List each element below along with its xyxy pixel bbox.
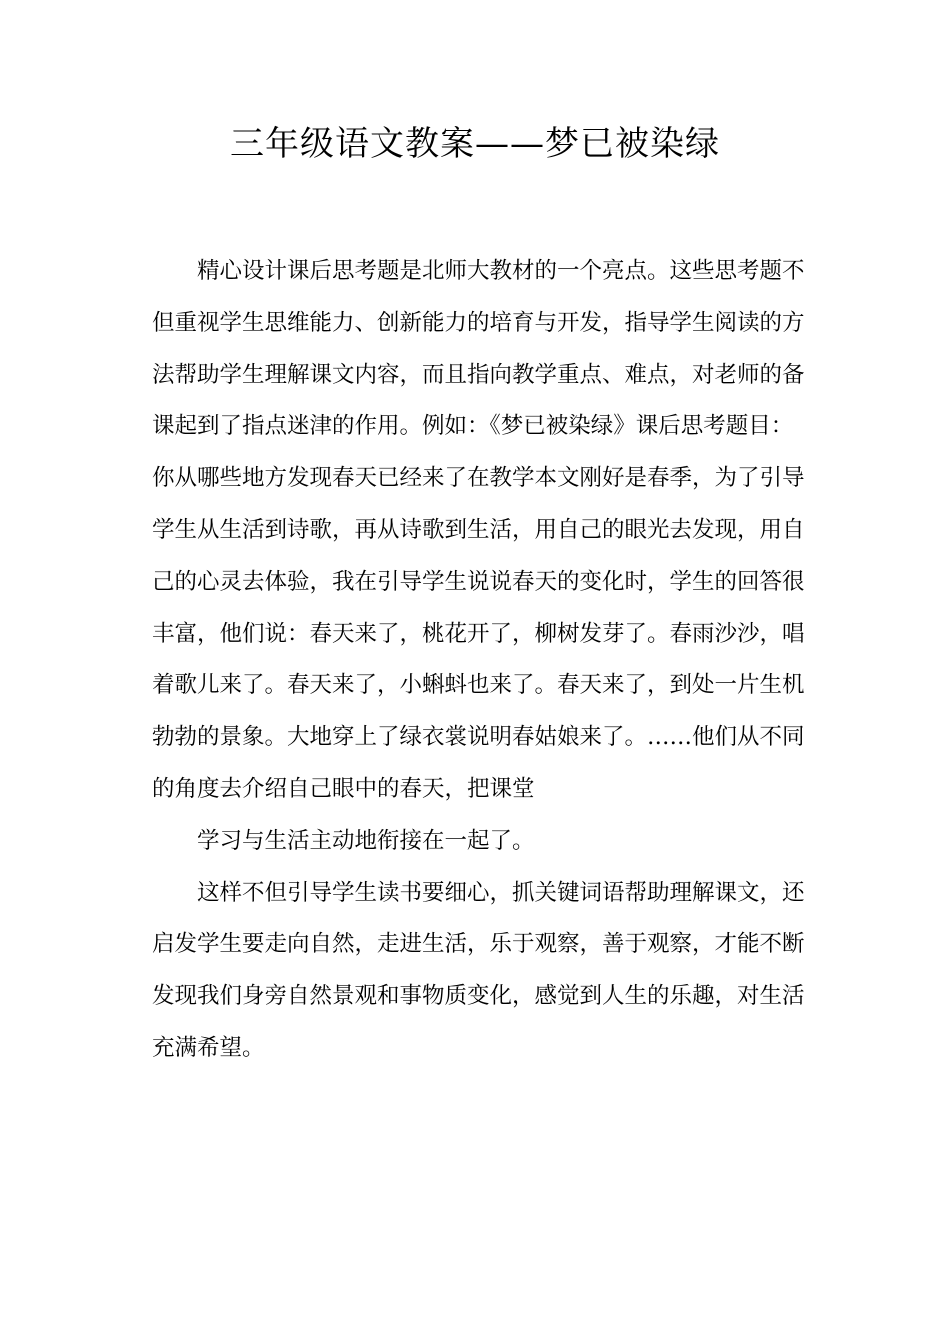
body-line: 启发学生要走向自然，走进生活，乐于观察，善于观察，才能不断 [152,931,805,958]
body-line: 己的心灵去体验，我在引导学生说说春天的变化时，学生的回答很 [152,568,805,595]
body-line: 这样不但引导学生读书要细心，抓关键词语帮助理解课文，还 [197,879,805,906]
body-line: 你从哪些地方发现春天已经来了在教学本文刚好是春季，为了引导 [152,465,805,492]
body-line: 课起到了指点迷津的作用。例如：《梦已被染绿》课后思考题目： [152,413,794,440]
body-line: 着歌儿来了。春天来了，小蝌蚪也来了。春天来了，到处一片生机 [152,672,805,699]
body-line: 发现我们身旁自然景观和事物质变化，感觉到人生的乐趣，对生活 [152,983,805,1010]
document-title: 三年级语文教案——梦已被染绿 [230,124,720,164]
body-line: 但重视学生思维能力、创新能力的培育与开发，指导学生阅读的方 [152,309,805,336]
body-line: 学生从生活到诗歌，再从诗歌到生活，用自己的眼光去发现，用自 [152,516,805,543]
body-line: 丰富，他们说：春天来了，桃花开了，柳树发芽了。春雨沙沙，唱 [152,620,805,647]
document-body [152,246,812,1075]
body-line: 学习与生活主动地衔接在一起了。 [197,827,535,854]
body-line: 精心设计课后思考题是北师大教材的一个亮点。这些思考题不 [197,258,805,284]
body-line: 充满希望。 [152,1034,265,1061]
body-line: 勃勃的景象。大地穿上了绿衣裳说明春姑娘来了。……他们从不同 [152,724,805,751]
body-line: 法帮助学生理解课文内容，而且指向教学重点、难点，对老师的备 [152,361,805,388]
body-line: 的角度去介绍自己眼中的春天，把课堂 [152,775,535,802]
